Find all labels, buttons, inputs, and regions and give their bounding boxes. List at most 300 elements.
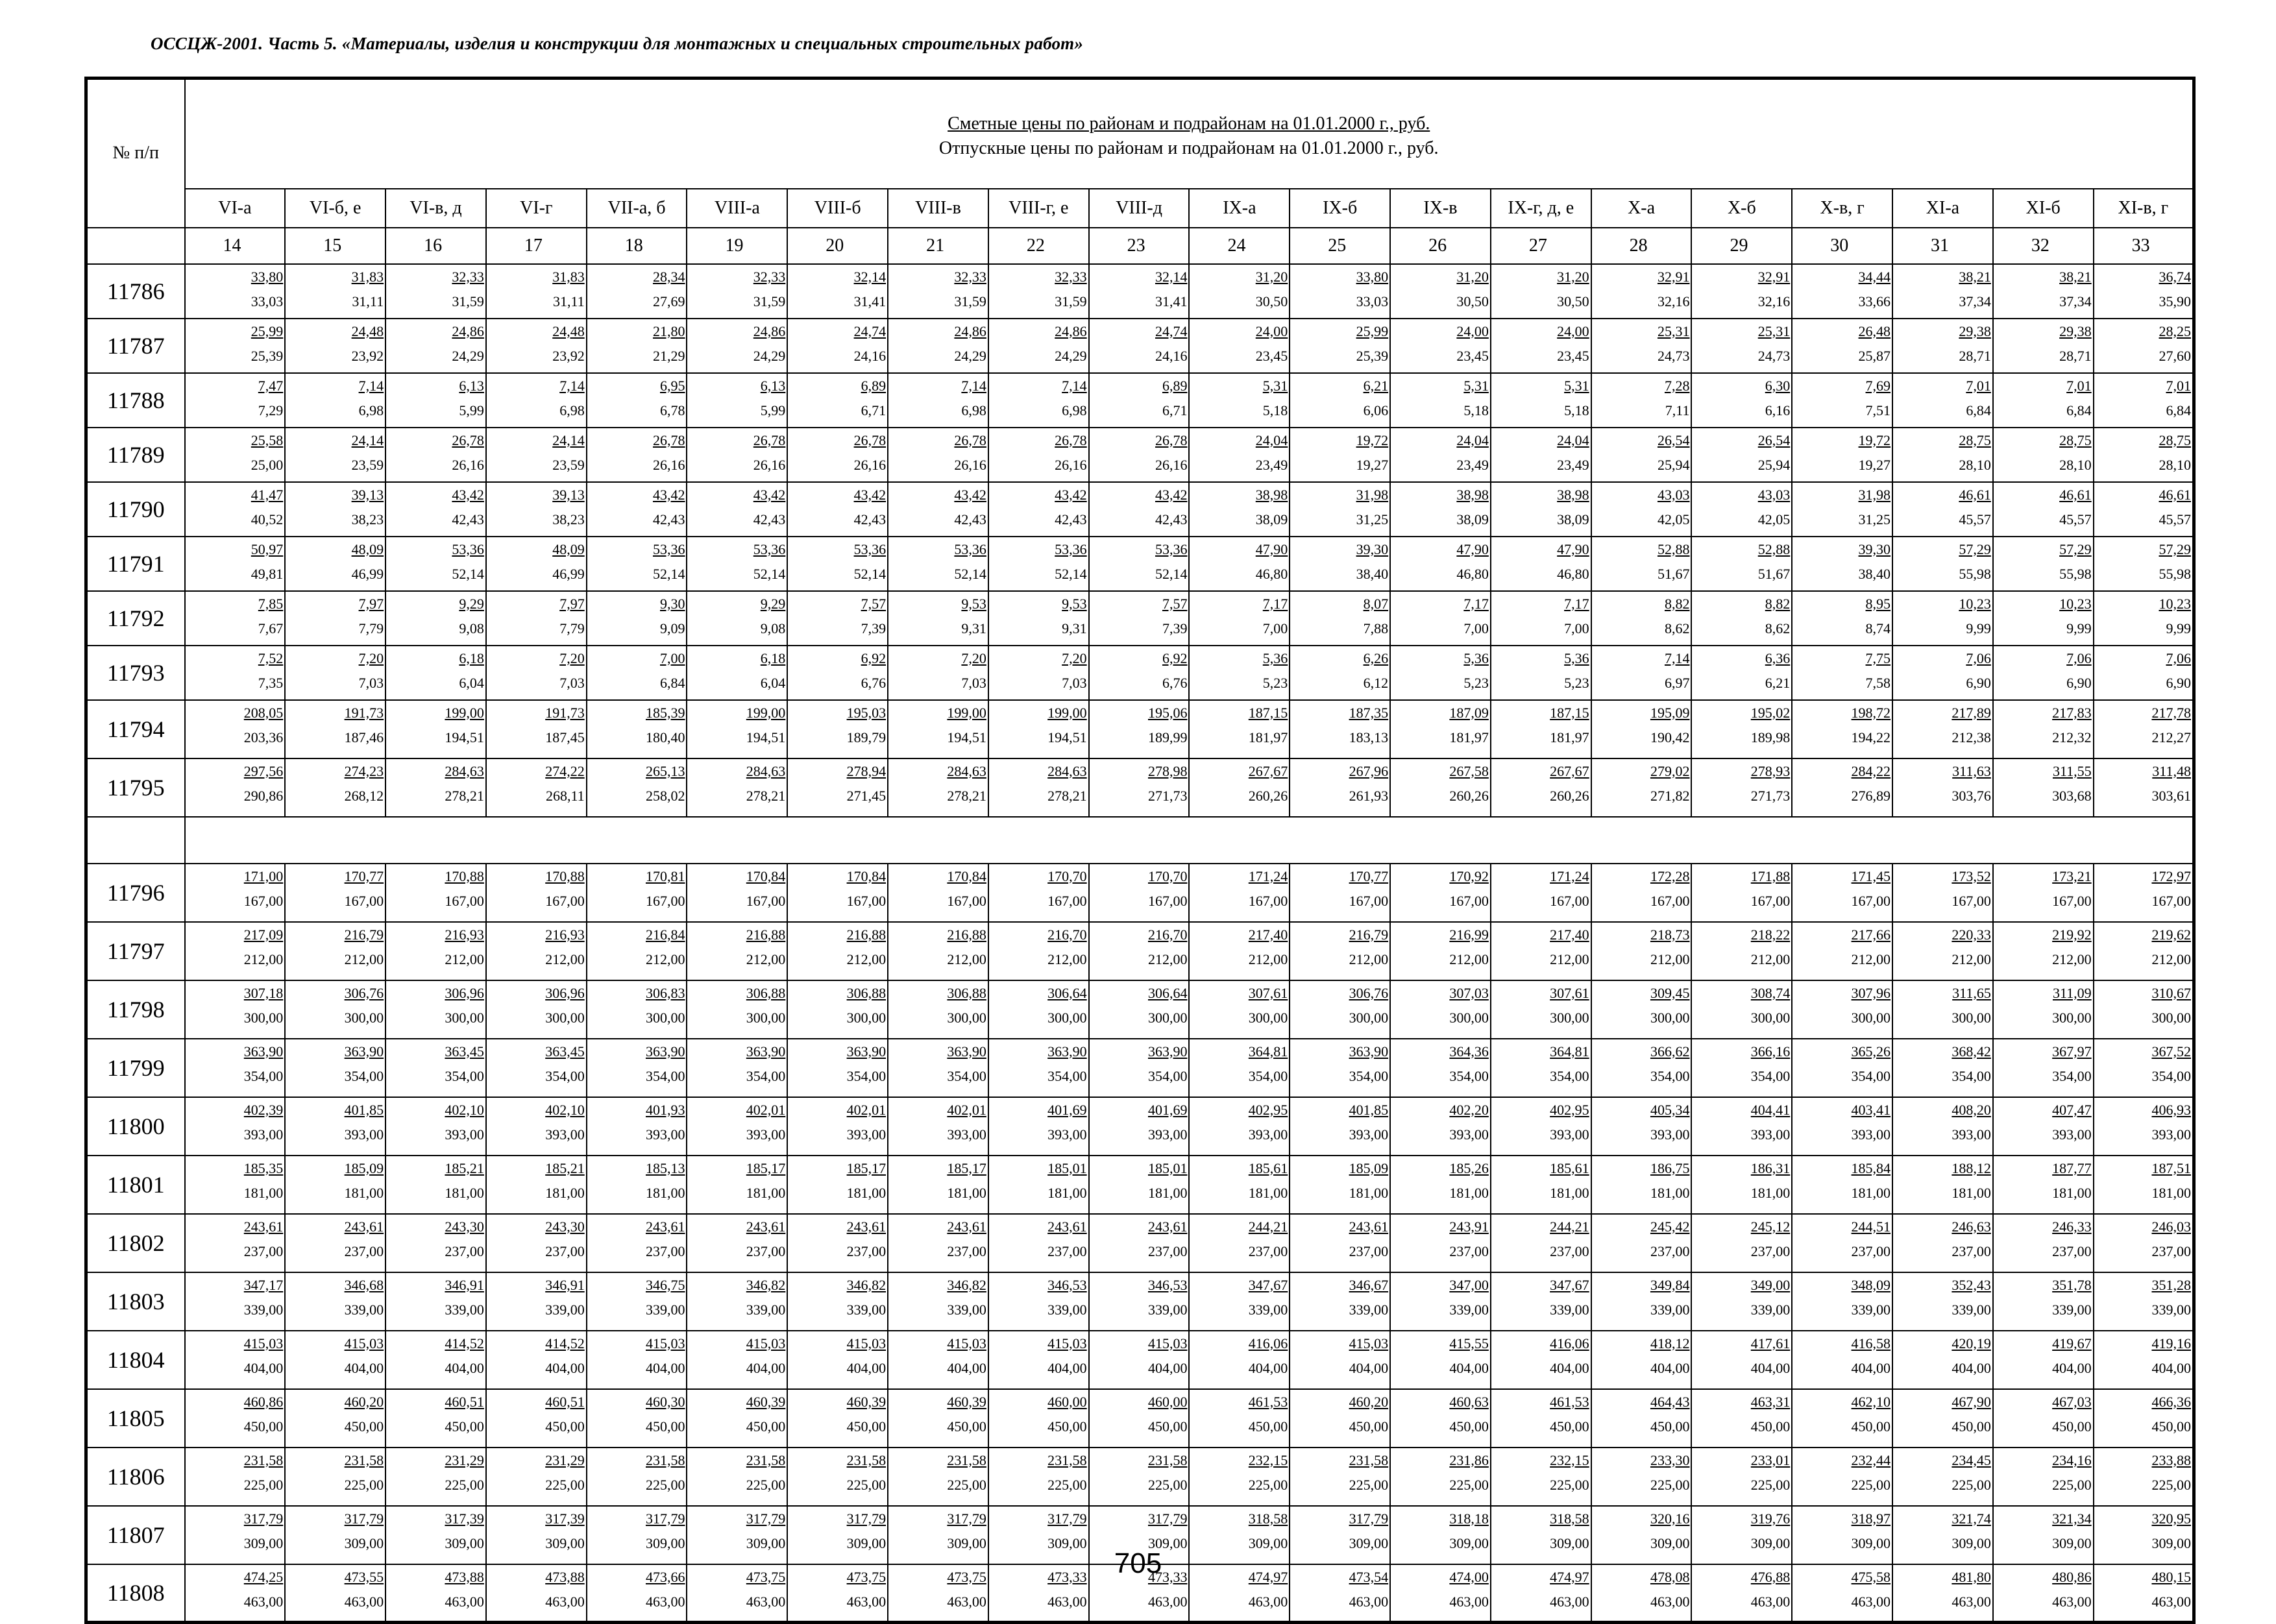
wholesale-price: 181,00: [1952, 1184, 1991, 1201]
price-cell: [1290, 537, 1390, 591]
estimated-price: 185,09: [344, 1159, 384, 1176]
estimated-price: 25,99: [251, 322, 284, 339]
wholesale-price: 354,00: [1349, 1067, 1389, 1084]
wholesale-price: 7,51: [1865, 402, 1891, 418]
estimated-price: 461,53: [1550, 1393, 1589, 1410]
price-cell: [385, 1272, 486, 1331]
estimated-price: 347,00: [1449, 1276, 1489, 1293]
wholesale-price: 212,00: [2151, 951, 2191, 967]
estimated-price: 307,61: [1550, 984, 1589, 1001]
wholesale-price: 393,00: [1952, 1126, 1991, 1143]
row-number: 11794: [86, 700, 185, 758]
wholesale-price: 271,73: [1147, 787, 1188, 804]
district-header: VIII-д: [1089, 189, 1190, 228]
row-number-header: № п/п: [86, 79, 185, 228]
estimated-price: 245,12: [1750, 1218, 1791, 1235]
district-header: VII-а, б: [587, 189, 687, 228]
wholesale-price: 7,39: [1162, 620, 1188, 636]
estimated-price: 321,34: [2052, 1510, 2092, 1527]
price-cell: [1189, 864, 1290, 922]
estimated-price: 267,96: [1349, 762, 1389, 779]
wholesale-price: 187,45: [545, 729, 585, 745]
price-cell: [1290, 1389, 1390, 1448]
price-cell: [1491, 758, 1591, 817]
estimated-price: 39,13: [552, 486, 585, 503]
estimated-price: 245,42: [1650, 1218, 1690, 1235]
estimated-price: 232,44: [1851, 1451, 1891, 1468]
estimated-price: 185,01: [1147, 1159, 1188, 1176]
price-cell: [2094, 646, 2194, 700]
wholesale-price: 52,14: [753, 565, 786, 582]
estimated-price: 185,17: [947, 1159, 986, 1176]
wholesale-price: 276,89: [1851, 787, 1891, 804]
estimated-price: 274,23: [344, 762, 384, 779]
price-cell: [1892, 1331, 1993, 1389]
price-cell: [1691, 1214, 1792, 1272]
wholesale-price: 404,00: [846, 1359, 887, 1376]
price-cell: [185, 1389, 286, 1448]
estimated-price: 234,16: [2052, 1451, 2092, 1468]
price-cell: [888, 1214, 988, 1272]
price-cell: [1390, 537, 1491, 591]
estimated-price: 26,48: [1858, 322, 1891, 339]
wholesale-price: 339,00: [1952, 1301, 1991, 1318]
wholesale-price: 181,00: [1750, 1184, 1791, 1201]
price-cell: [385, 1097, 486, 1156]
wholesale-price: 23,49: [1456, 456, 1489, 473]
estimated-price: 195,02: [1750, 704, 1791, 721]
price-cell: [988, 1331, 1089, 1389]
price-cell: [888, 1389, 988, 1448]
price-cell: [1189, 1389, 1290, 1448]
estimated-price: 7,97: [559, 595, 585, 612]
wholesale-price: 167,00: [1851, 892, 1891, 909]
column-number: 25: [1290, 228, 1390, 264]
wholesale-price: 300,00: [1750, 1009, 1791, 1026]
price-cell: [888, 537, 988, 591]
estimated-price: 7,14: [961, 377, 986, 394]
wholesale-price: 212,00: [1047, 951, 1087, 967]
estimated-price: 460,51: [445, 1393, 484, 1410]
estimated-price: 7,17: [1463, 595, 1489, 612]
estimated-price: 243,61: [746, 1218, 786, 1235]
price-cell: [385, 1156, 486, 1214]
price-cell: [486, 646, 587, 700]
estimated-price: 195,09: [1650, 704, 1690, 721]
table-row: [86, 1097, 2194, 1156]
price-cell: [1691, 1156, 1792, 1214]
wholesale-price: 237,00: [1650, 1242, 1690, 1259]
estimated-price: 462,10: [1851, 1393, 1891, 1410]
estimated-price: 415,03: [344, 1335, 384, 1351]
estimated-price: 415,03: [746, 1335, 786, 1351]
price-cell: [1691, 482, 1792, 537]
wholesale-price: 180,40: [645, 729, 685, 745]
wholesale-price: 46,80: [1255, 565, 1288, 582]
wholesale-price: 167,00: [545, 892, 585, 909]
estimated-price: 187,35: [1349, 704, 1389, 721]
wholesale-price: 300,00: [1449, 1009, 1489, 1026]
estimated-price: 28,75: [1959, 431, 1991, 448]
price-cell: [587, 922, 687, 980]
wholesale-price: 31,59: [753, 293, 786, 309]
wholesale-price: 23,59: [552, 456, 585, 473]
estimated-price: 6,13: [760, 377, 786, 394]
wholesale-price: 6,98: [358, 402, 384, 418]
price-cell: [1591, 264, 1692, 319]
wholesale-price: 6,78: [659, 402, 685, 418]
estimated-price: 317,79: [645, 1510, 685, 1527]
district-header: VI-а: [185, 189, 286, 228]
price-cell: [1089, 1097, 1190, 1156]
price-cell: [1892, 1097, 1993, 1156]
estimated-price: 415,55: [1449, 1335, 1489, 1351]
estimated-price: 31,98: [1858, 486, 1891, 503]
estimated-price: 21,80: [652, 322, 685, 339]
wholesale-price: 339,00: [1650, 1301, 1690, 1318]
price-cell: [1290, 864, 1390, 922]
estimated-price: 19,72: [1356, 431, 1389, 448]
estimated-price: 402,95: [1550, 1101, 1589, 1118]
wholesale-price: 23,49: [1255, 456, 1288, 473]
estimated-price: 9,29: [760, 595, 786, 612]
price-cell: [1591, 591, 1692, 646]
wholesale-price: 212,00: [1650, 951, 1690, 967]
price-cell: [185, 1156, 286, 1214]
table-row: [86, 700, 2194, 758]
estimated-price: 41,47: [251, 486, 284, 503]
district-header: IX-г, д, е: [1491, 189, 1591, 228]
wholesale-price: 225,00: [1650, 1476, 1690, 1493]
price-cell: [1591, 1214, 1692, 1272]
estimated-price: 43,42: [853, 486, 887, 503]
price-cell: [1993, 482, 2094, 537]
estimated-price: 7,20: [358, 649, 384, 666]
estimated-price: 310,67: [2151, 984, 2191, 1001]
wholesale-price: 38,40: [1858, 565, 1891, 582]
wholesale-price: 23,59: [351, 456, 384, 473]
price-cell: [285, 1272, 385, 1331]
wholesale-price: 393,00: [1449, 1126, 1489, 1143]
price-cell: [1089, 980, 1190, 1039]
price-cell: [1591, 1389, 1692, 1448]
price-cell: [1189, 700, 1290, 758]
estimated-price: 199,00: [746, 704, 786, 721]
wholesale-price: 309,00: [1349, 1534, 1389, 1551]
estimated-price: 39,13: [351, 486, 384, 503]
wholesale-price: 450,00: [947, 1418, 986, 1435]
estimated-price: 25,58: [251, 431, 284, 448]
wholesale-price: 339,00: [1750, 1301, 1791, 1318]
wholesale-price: 7,35: [258, 674, 284, 691]
wholesale-price: 55,98: [2159, 565, 2191, 582]
estimated-price: 187,09: [1449, 704, 1489, 721]
price-cell: [1491, 1156, 1591, 1214]
price-cell: [1993, 1389, 2094, 1448]
estimated-price: 39,30: [1858, 540, 1891, 557]
price-cell: [1792, 1389, 1892, 1448]
estimated-price: 31,20: [1456, 268, 1489, 285]
price-cell: [888, 1097, 988, 1156]
wholesale-price: 31,41: [853, 293, 887, 309]
estimated-price: 216,70: [1147, 926, 1188, 943]
estimated-price: 243,30: [445, 1218, 484, 1235]
column-number: 28: [1591, 228, 1692, 264]
wholesale-price: 181,00: [1851, 1184, 1891, 1201]
wholesale-price: 212,00: [645, 951, 685, 967]
estimated-price: 307,96: [1851, 984, 1891, 1001]
wholesale-price: 260,26: [1248, 787, 1288, 804]
estimated-price: 38,98: [1456, 486, 1489, 503]
wholesale-price: 237,00: [2151, 1242, 2191, 1259]
wholesale-price: 6,71: [861, 402, 887, 418]
price-cell: [1491, 591, 1591, 646]
wholesale-price: 300,00: [645, 1009, 685, 1026]
wholesale-price: 212,27: [2151, 729, 2191, 745]
price-cell: [1390, 646, 1491, 700]
wholesale-price: 393,00: [344, 1126, 384, 1143]
estimated-price: 19,72: [1858, 431, 1891, 448]
price-cell: [1089, 1389, 1190, 1448]
price-cell: [1892, 922, 1993, 980]
estimated-price: 231,58: [1147, 1451, 1188, 1468]
wholesale-price: 354,00: [445, 1067, 484, 1084]
price-cell: [285, 1039, 385, 1097]
column-number: 15: [285, 228, 385, 264]
wholesale-price: 52,14: [853, 565, 887, 582]
estimated-price: 243,61: [947, 1218, 986, 1235]
column-number: 26: [1390, 228, 1491, 264]
estimated-price: 402,01: [746, 1101, 786, 1118]
estimated-price: 7,69: [1865, 377, 1891, 394]
estimated-price: 185,35: [243, 1159, 284, 1176]
wholesale-price: 42,43: [853, 511, 887, 527]
wholesale-price: 300,00: [846, 1009, 887, 1026]
table-row: [86, 1331, 2194, 1389]
price-cell: [787, 373, 888, 428]
wholesale-price: 33,03: [251, 293, 284, 309]
wholesale-price: 450,00: [445, 1418, 484, 1435]
row-number: 11800: [86, 1097, 185, 1156]
estimated-price: 478,08: [1650, 1568, 1690, 1585]
wholesale-price: 7,00: [1262, 620, 1288, 636]
table-row: [86, 1156, 2194, 1214]
estimated-price: 7,14: [1062, 377, 1087, 394]
estimated-price: 26,78: [1155, 431, 1188, 448]
estimated-price: 367,52: [2151, 1043, 2191, 1060]
price-cell: [1792, 482, 1892, 537]
wholesale-price: 393,00: [1147, 1126, 1188, 1143]
price-cell: [1993, 1097, 2094, 1156]
wholesale-price: 225,00: [2052, 1476, 2092, 1493]
price-cell: [1792, 758, 1892, 817]
wholesale-price: 167,00: [1550, 892, 1589, 909]
wholesale-price: 7,79: [358, 620, 384, 636]
estimated-price: 7,17: [1262, 595, 1288, 612]
wholesale-price: 225,00: [1047, 1476, 1087, 1493]
estimated-price: 5,36: [1262, 649, 1288, 666]
price-cell: [1691, 864, 1792, 922]
estimated-price: 187,15: [1550, 704, 1589, 721]
wholesale-price: 52,14: [652, 565, 685, 582]
price-cell: [1089, 758, 1190, 817]
price-cell: [1591, 1156, 1692, 1214]
estimated-price: 317,79: [1349, 1510, 1389, 1527]
wholesale-price: 167,00: [2151, 892, 2191, 909]
wholesale-price: 26,16: [753, 456, 786, 473]
price-cell: [787, 1097, 888, 1156]
price-cell: [185, 1331, 286, 1389]
price-cell: [2094, 264, 2194, 319]
table-row: [86, 1389, 2194, 1448]
price-cell: [1089, 700, 1190, 758]
column-number: 14: [185, 228, 286, 264]
wholesale-price: 309,00: [645, 1534, 685, 1551]
estimated-price: 26,78: [452, 431, 484, 448]
wholesale-price: 194,51: [445, 729, 484, 745]
price-cell: [1691, 373, 1792, 428]
estimated-price: 185,26: [1449, 1159, 1489, 1176]
wholesale-price: 303,76: [1952, 787, 1991, 804]
price-cell: [1390, 591, 1491, 646]
estimated-price: 43,42: [753, 486, 786, 503]
estimated-price: 317,79: [243, 1510, 284, 1527]
estimated-price: 38,98: [1557, 486, 1589, 503]
column-number: 23: [1089, 228, 1190, 264]
table-row: [86, 922, 2194, 980]
wholesale-price: 212,00: [1952, 951, 1991, 967]
estimated-price: 318,97: [1851, 1510, 1891, 1527]
wholesale-price: 463,00: [1449, 1593, 1489, 1610]
estimated-price: 475,58: [1851, 1568, 1891, 1585]
estimated-price: 364,36: [1449, 1043, 1489, 1060]
wholesale-price: 404,00: [1449, 1359, 1489, 1376]
column-number: 21: [888, 228, 988, 264]
wholesale-price: 6,71: [1162, 402, 1188, 418]
wholesale-price: 33,03: [1356, 293, 1389, 309]
wholesale-price: 339,00: [1550, 1301, 1589, 1318]
wholesale-price: 393,00: [2052, 1126, 2092, 1143]
table-row: [86, 537, 2194, 591]
price-cell: [687, 1039, 787, 1097]
price-cell: [1189, 922, 1290, 980]
price-cell: [1189, 373, 1290, 428]
wholesale-price: 7,00: [1564, 620, 1589, 636]
row-number: 11808: [86, 1564, 185, 1623]
estimated-price: 31,83: [351, 268, 384, 285]
estimated-price: 24,86: [753, 322, 786, 339]
estimated-price: 418,12: [1650, 1335, 1690, 1351]
price-cell: [1390, 922, 1491, 980]
wholesale-price: 225,00: [947, 1476, 986, 1493]
wholesale-price: 194,51: [947, 729, 986, 745]
price-cell: [2094, 1039, 2194, 1097]
price-cell: [587, 1331, 687, 1389]
wholesale-price: 38,09: [1456, 511, 1489, 527]
wholesale-price: 8,62: [1664, 620, 1690, 636]
wholesale-price: 212,00: [746, 951, 786, 967]
estimated-price: 267,67: [1550, 762, 1589, 779]
wholesale-price: 268,12: [344, 787, 384, 804]
wholesale-price: 450,00: [746, 1418, 786, 1435]
price-cell: [1591, 758, 1692, 817]
estimated-price: 363,90: [645, 1043, 685, 1060]
wholesale-price: 24,29: [954, 347, 986, 364]
estimated-price: 363,90: [344, 1043, 384, 1060]
price-cell: [1290, 1039, 1390, 1097]
estimated-price: 278,98: [1147, 762, 1188, 779]
estimated-price: 473,54: [1349, 1568, 1389, 1585]
estimated-price: 52,88: [1757, 540, 1791, 557]
district-header: IX-в: [1390, 189, 1491, 228]
wholesale-price: 31,59: [1055, 293, 1087, 309]
wholesale-price: 181,00: [1147, 1184, 1188, 1201]
estimated-price: 233,88: [2151, 1451, 2191, 1468]
estimated-price: 415,03: [1147, 1335, 1188, 1351]
wholesale-price: 38,09: [1255, 511, 1288, 527]
price-cell: [988, 646, 1089, 700]
price-cell: [2094, 1448, 2194, 1506]
estimated-price: 28,75: [2059, 431, 2092, 448]
page-number: 705: [1114, 1547, 1162, 1579]
wholesale-price: 225,00: [1248, 1476, 1288, 1493]
price-cell: [1390, 264, 1491, 319]
estimated-price: 402,01: [947, 1101, 986, 1118]
estimated-price: 33,80: [251, 268, 284, 285]
wholesale-price: 181,00: [445, 1184, 484, 1201]
wholesale-price: 450,00: [1147, 1418, 1188, 1435]
estimated-price: 198,72: [1851, 704, 1891, 721]
estimated-price: 401,69: [1147, 1101, 1188, 1118]
estimated-price: 460,63: [1449, 1393, 1489, 1410]
price-cell: [2094, 1214, 2194, 1272]
estimated-price: 404,41: [1750, 1101, 1791, 1118]
price-cell: [1491, 1389, 1591, 1448]
row-number: 11799: [86, 1039, 185, 1097]
estimated-price: 185,84: [1851, 1159, 1891, 1176]
price-cell: [587, 482, 687, 537]
price-cell: [1993, 922, 2094, 980]
price-cell: [787, 922, 888, 980]
estimated-price: 473,33: [1147, 1568, 1188, 1585]
estimated-price: 311,65: [1952, 984, 1991, 1001]
price-cell: [1591, 700, 1692, 758]
wholesale-price: 212,00: [846, 951, 887, 967]
wholesale-price: 181,00: [1550, 1184, 1589, 1201]
column-number: 31: [1892, 228, 1993, 264]
estimated-price: 187,15: [1248, 704, 1288, 721]
price-cell: [988, 1097, 1089, 1156]
estimated-price: 231,58: [746, 1451, 786, 1468]
table-row: [86, 428, 2194, 482]
price-cell: [486, 1331, 587, 1389]
wholesale-price: 7,03: [1062, 674, 1087, 691]
price-cell: [285, 264, 385, 319]
estimated-price: 46,61: [2159, 486, 2191, 503]
wholesale-price: 42,43: [1155, 511, 1188, 527]
wholesale-price: 181,97: [1248, 729, 1288, 745]
wholesale-price: 38,23: [351, 511, 384, 527]
wholesale-price: 181,00: [1349, 1184, 1389, 1201]
price-cell: [687, 1097, 787, 1156]
wholesale-price: 8,62: [1765, 620, 1791, 636]
estimated-price: 47,90: [1456, 540, 1489, 557]
row-number: 11803: [86, 1272, 185, 1331]
price-cell: [1390, 700, 1491, 758]
estimated-price: 32,33: [753, 268, 786, 285]
price-cell: [988, 864, 1089, 922]
wholesale-price: 28,10: [1959, 456, 1991, 473]
